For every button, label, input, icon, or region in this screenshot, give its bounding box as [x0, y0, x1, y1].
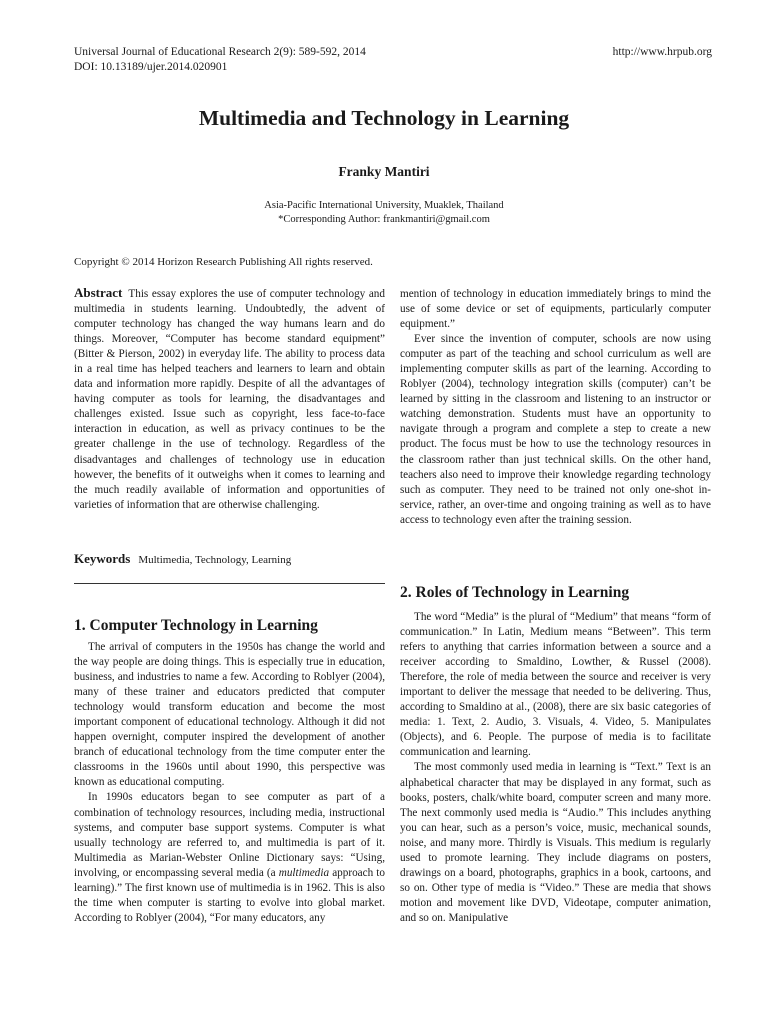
- section-1-paragraph-3: Ever since the invention of computer, schools are now using computer as part of the teaching and school curriculum as well are implementing computer skills as part of the learning. According to Roblyer (2004), technology integration skills (computer) can’t be learned by sitting in the classroom and listening to an instructor or watching demonstration. Students must have an opportunity to navigate through a program and complete a step to create a new product. The focus must be how to use the technology resources in the classroom rather than just technical skills. On the other hand, teachers also need to improve their knowledge regarding technology such as computer. They need to be trained not only one-shot in-service, rather, an over-time and ongoing training as well as to have access to technology even after the training session.: [400, 333, 711, 526]
- abstract-label: Abstract: [74, 285, 123, 300]
- section-1-continued: [400, 287, 711, 528]
- journal-citation: Universal Journal of Educational Research 2(9): 589-592, 2014: [74, 46, 366, 58]
- journal-url[interactable]: http://www.hrpub.org: [612, 46, 712, 58]
- keywords-label: Keywords: [74, 551, 131, 566]
- keywords-text: Multimedia, Technology, Learning: [138, 554, 292, 566]
- abstract-text: This essay explores the use of computer technology and multimedia in students learning. Undoubtedly, the advent of computer technology has changed the way humans learn and do things. Moreover, “Computer has become standard equipment” (Bitter & Pierson, 2002) in everyday life. The ability to process data in a real time has helped teachers and learners to learn and obtain data and information more rapidly. Despite of all the advantages of having computer as tools for learning, the disadvantages and challenges existed. Issue such as copyright, less face-to-face interaction in education, as well as privacy continues to be the greater challenge in the use of technology. Regardless of the disadvantages and challenges of technology use in education however, the benefits of it outweighs when it comes to learning and the much readily available of information and opportunities of varieties of information that are otherwise challenging.: [74, 288, 385, 511]
- affiliation: Asia-Pacific International University, Muaklek, Thailand: [264, 200, 504, 211]
- copyright-notice: Copyright © 2014 Horizon Research Publishing All rights reserved.: [74, 256, 373, 268]
- section-1-paragraph-1: The arrival of computers in the 1950s has change the world and the way people are doing things. This is especially true in education, business, and industries to name a few. According to Roblyer (2004), many of these trainer and educators predicted that computer technology would transform education and become the most important component of educational technology. Although it did not happen overnight, computer inspired the development of another branch of educational technology from the time computer enter the classrooms in the 1960s until about 1990, this perspective was known as educational computing.: [74, 641, 385, 789]
- keywords-paragraph: [74, 551, 385, 568]
- emphasis-multimedia: multimedia: [278, 866, 330, 879]
- abstract-block: [74, 285, 385, 513]
- section-1-heading: 1. Computer Technology in Learning: [74, 617, 318, 634]
- journal-header: [74, 45, 366, 75]
- section-1-paragraph-2: In 1990s educators began to see computer as part of a combination of technology resources, including media, instructional systems, and computer base support systems. Computer is what usually technology are referred to, and multimedia is part of it. Multimedia as Marian-Webster Online Dictionary says: “Using, involving, or encompassing several media (a multimedia approach to learning).” The first known use of multimedia is in 1962. This is also the time when computer is starting to evolve into global market. According to Roblyer (2004), “For many educators, any: [74, 791, 386, 924]
- abstract-paragraph: [74, 285, 385, 513]
- section-2-paragraph-2: The most commonly used media in learning is “Text.” Text is an alphabetical character that may be displayed in any format, such as books, posters, chalk/white board, computer screen and many more. The next commonly used media is “Audio.” This includes anything you can hear, such as a person’s voice, music, mechanical sounds, noise, and many more. Thirdly is Visuals. This medium is regularly used to promote learning. They include diagrams on posters, drawings on a board, photographs, graphics in a book, cartoons, and so on. Other type of media is “Video.” These are media that shows motion and movement like DVD, Videotape, computer animation, and so on. Manipulative: [400, 761, 711, 924]
- section-2-body: [400, 610, 711, 926]
- doi: DOI: 10.13189/ujer.2014.020901: [74, 61, 228, 73]
- section-2-paragraph-1: The word “Media” is the plural of “Medium” that means “form of communication.” In Latin, Medium means “Between”. This term refers to anything that carries information between a source and a receiver according to Smaldino, Lowther, & Russel (2008). Therefore, the role of media between the source and receiver is very important to deliver the message that needed to be delivering. Thus, according to Smaldino at al., (2008), there are six basic categories of media: 1. Text, 2. Audio, 3. Visuals, 4. Video, 5. Manipulates (Objects), and 6. People. The purpose of media is to facilitate communication and learning.: [400, 611, 711, 759]
- section-divider: [74, 583, 385, 584]
- keywords-block: [74, 551, 385, 568]
- affiliation-block: [0, 199, 768, 227]
- author-name: Franky Mantiri: [338, 164, 430, 179]
- section-1-continuation: mention of technology in education immediately brings to mind the use of some device or set of equipments, particularly computer equipment.”: [400, 288, 711, 331]
- paper-title: Multimedia and Technology in Learning: [198, 106, 570, 130]
- section-2-heading: 2. Roles of Technology in Learning: [400, 584, 630, 601]
- corresponding-author: *Corresponding Author: frankmantiri@gmail.com: [278, 214, 490, 225]
- section-1-body: [74, 640, 385, 926]
